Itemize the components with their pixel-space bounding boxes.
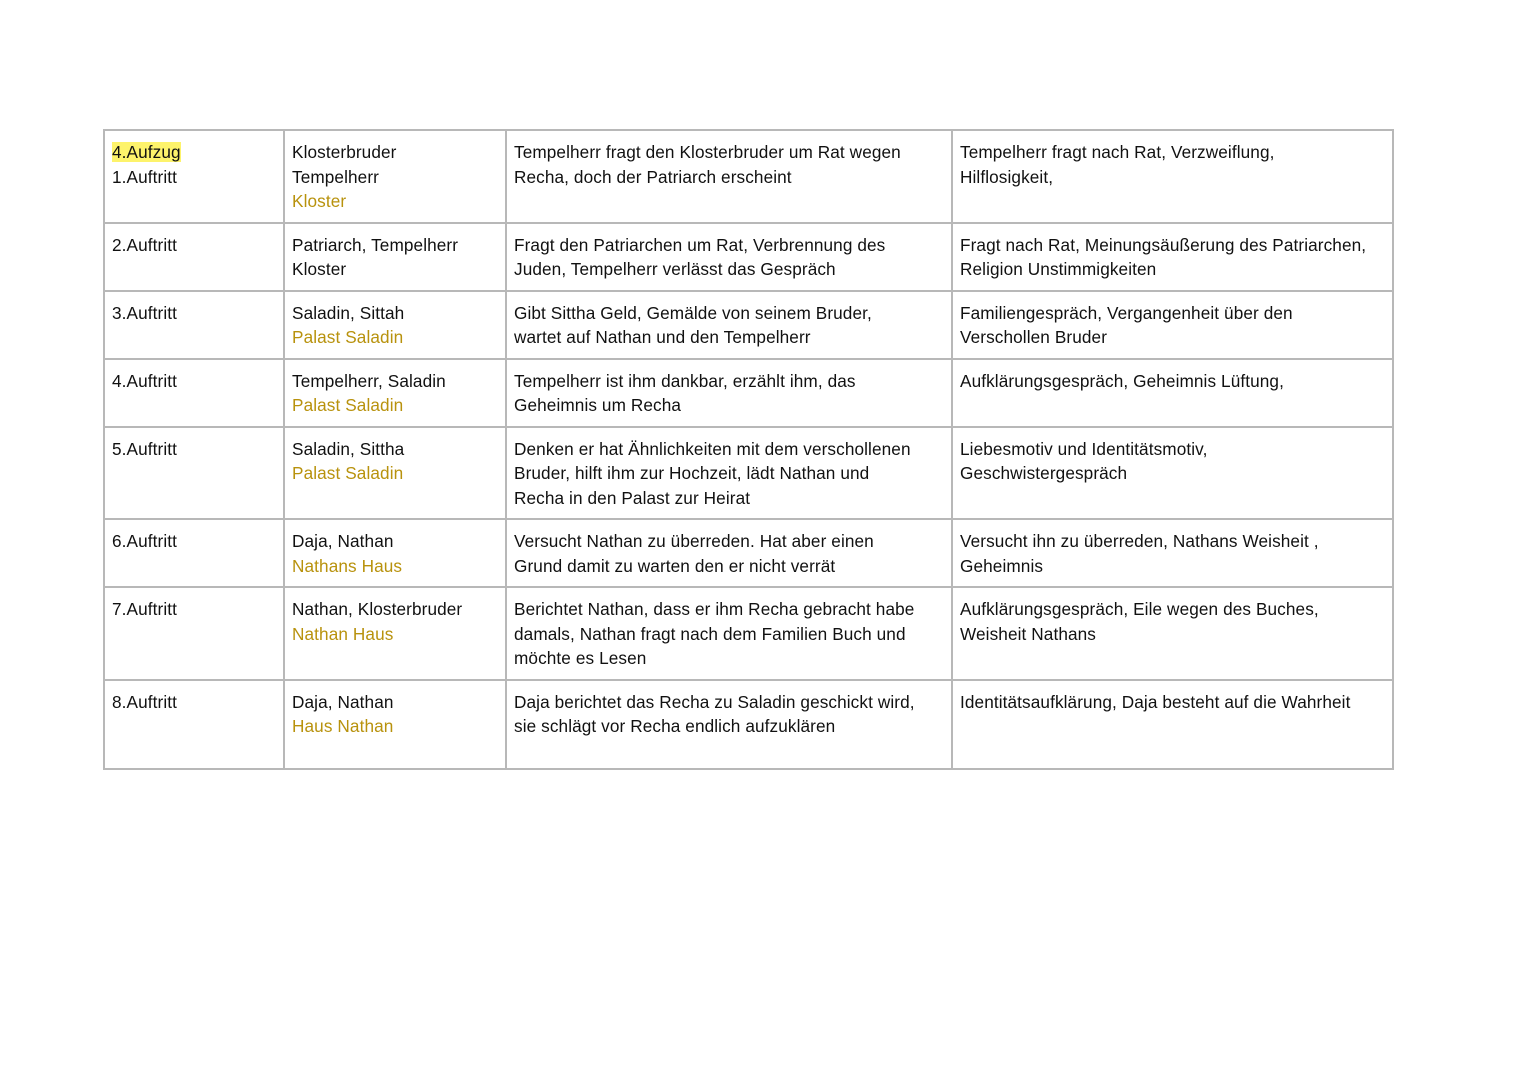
analysis-line: Familiengespräch, Vergangenheit über den (960, 302, 1293, 323)
persons-cell (284, 130, 506, 223)
person-line: Tempelherr (292, 166, 379, 187)
scene-label: 6.Auftritt (112, 531, 177, 551)
persons-cell (284, 519, 506, 587)
content-cell (506, 519, 952, 587)
content-line: Bruder, hilft ihm zur Hochzeit, lädt Nathan und (514, 463, 870, 483)
location-label: Palast Saladin (292, 395, 404, 415)
persons-cell (284, 223, 506, 291)
person-line: Daja, Nathan (292, 531, 394, 551)
analysis-line: Religion Unstimmigkeiten (960, 259, 1157, 279)
analysis-cell (952, 427, 1393, 520)
location-label: Nathans Haus (292, 555, 403, 576)
act-label: 4.Aufzug (112, 142, 181, 162)
content-line: sie schlägt vor Recha endlich aufzuklären (514, 716, 836, 736)
analysis-cell (952, 130, 1393, 223)
persons-cell (284, 359, 506, 427)
content-line: Tempelherr ist ihm dankbar, erzählt ihm, das (514, 370, 856, 391)
content-cell (506, 223, 952, 291)
scene-overview-table (103, 129, 1394, 770)
analysis-line: Geschwistergespräch (960, 463, 1128, 483)
table-row (104, 519, 1393, 587)
content-line: Versucht Nathan zu überreden. Hat aber einen (514, 531, 874, 551)
table-row (104, 427, 1393, 520)
analysis-cell (952, 291, 1393, 359)
content-line: Recha in den Palast zur Heirat (514, 487, 751, 508)
content-line: Recha, doch der Patriarch erscheint (514, 166, 792, 187)
analysis-cell (952, 223, 1393, 291)
person-line: Tempelherr, Saladin (292, 370, 446, 391)
analysis-line: Tempelherr fragt nach Rat, Verzweiflung, (960, 142, 1275, 162)
scene-cell (104, 680, 284, 769)
location-label: Palast Saladin (292, 463, 404, 483)
content-cell (506, 359, 952, 427)
content-cell (506, 130, 952, 223)
scene-cell (104, 427, 284, 520)
content-cell (506, 291, 952, 359)
persons-cell (284, 291, 506, 359)
person-line: Daja, Nathan (292, 691, 394, 712)
analysis-line: Identitätsaufklärung, Daja besteht auf die Wahrheit (960, 691, 1351, 712)
table-row (104, 359, 1393, 427)
analysis-line: Aufklärungsgespräch, Eile wegen des Buches, (960, 599, 1319, 619)
analysis-line: Weisheit Nathans (960, 623, 1096, 644)
table-row (104, 291, 1393, 359)
scene-cell (104, 519, 284, 587)
table-row (104, 587, 1393, 680)
scene-cell (104, 130, 284, 223)
content-line: Tempelherr fragt den Klosterbruder um Rat wegen (514, 142, 901, 162)
person-line: Saladin, Sittah (292, 302, 405, 323)
analysis-cell (952, 680, 1393, 769)
scene-label: 7.Auftritt (112, 599, 177, 619)
scene-cell (104, 223, 284, 291)
persons-cell (284, 427, 506, 520)
location-label: Nathan Haus (292, 623, 394, 644)
content-line: möchte es Lesen (514, 648, 647, 668)
content-line: Geheimnis um Recha (514, 395, 682, 415)
analysis-line: Geheimnis (960, 555, 1044, 576)
persons-cell (284, 680, 506, 769)
content-line: Gibt Sittha Geld, Gemälde von seinem Bruder, (514, 302, 872, 323)
analysis-line: Fragt nach Rat, Meinungsäußerung des Patriarchen, (960, 234, 1367, 255)
scene-label: 2.Auftritt (112, 234, 177, 255)
analysis-line: Liebesmotiv und Identitätsmotiv, (960, 438, 1208, 459)
scene-cell (104, 291, 284, 359)
analysis-line: Versucht ihn zu überreden, Nathans Weisheit , (960, 531, 1319, 551)
content-line: wartet auf Nathan und den Tempelherr (514, 327, 811, 347)
person-line: Nathan, Klosterbruder (292, 599, 463, 619)
content-cell (506, 427, 952, 520)
table-row (104, 680, 1393, 769)
persons-cell (284, 587, 506, 680)
scene-label: 4.Auftritt (112, 370, 177, 391)
analysis-line: Hilflosigkeit, (960, 166, 1054, 187)
person-line: Kloster (292, 259, 347, 279)
content-line: Juden, Tempelherr verlässt das Gespräch (514, 259, 836, 279)
location-label: Palast Saladin (292, 327, 404, 347)
content-line: Denken er hat Ähnlichkeiten mit dem verschollenen (514, 438, 911, 459)
analysis-cell (952, 587, 1393, 680)
scene-label: 8.Auftritt (112, 691, 177, 712)
person-line: Klosterbruder (292, 142, 397, 162)
scene-label: 3.Auftritt (112, 302, 177, 323)
scene-label: 5.Auftritt (112, 438, 177, 459)
person-line: Saladin, Sittha (292, 438, 405, 459)
table-row (104, 223, 1393, 291)
analysis-cell (952, 359, 1393, 427)
scene-cell (104, 587, 284, 680)
content-cell (506, 587, 952, 680)
content-line: Berichtet Nathan, dass er ihm Recha gebracht habe (514, 599, 915, 619)
content-line: Daja berichtet das Recha zu Saladin geschickt wird, (514, 691, 915, 712)
content-line: Grund damit zu warten den er nicht verrät (514, 555, 836, 576)
analysis-line: Verschollen Bruder (960, 327, 1108, 347)
table-row (104, 130, 1393, 223)
location-label: Kloster (292, 191, 347, 211)
scene-cell (104, 359, 284, 427)
content-cell (506, 680, 952, 769)
person-line: Patriarch, Tempelherr (292, 234, 459, 255)
scene-label: 1.Auftritt (112, 166, 177, 187)
content-line: damals, Nathan fragt nach dem Familien Buch und (514, 623, 906, 644)
analysis-cell (952, 519, 1393, 587)
analysis-line: Aufklärungsgespräch, Geheimnis Lüftung, (960, 370, 1284, 391)
content-line: Fragt den Patriarchen um Rat, Verbrennung des (514, 234, 886, 255)
location-label: Haus Nathan (292, 716, 394, 736)
